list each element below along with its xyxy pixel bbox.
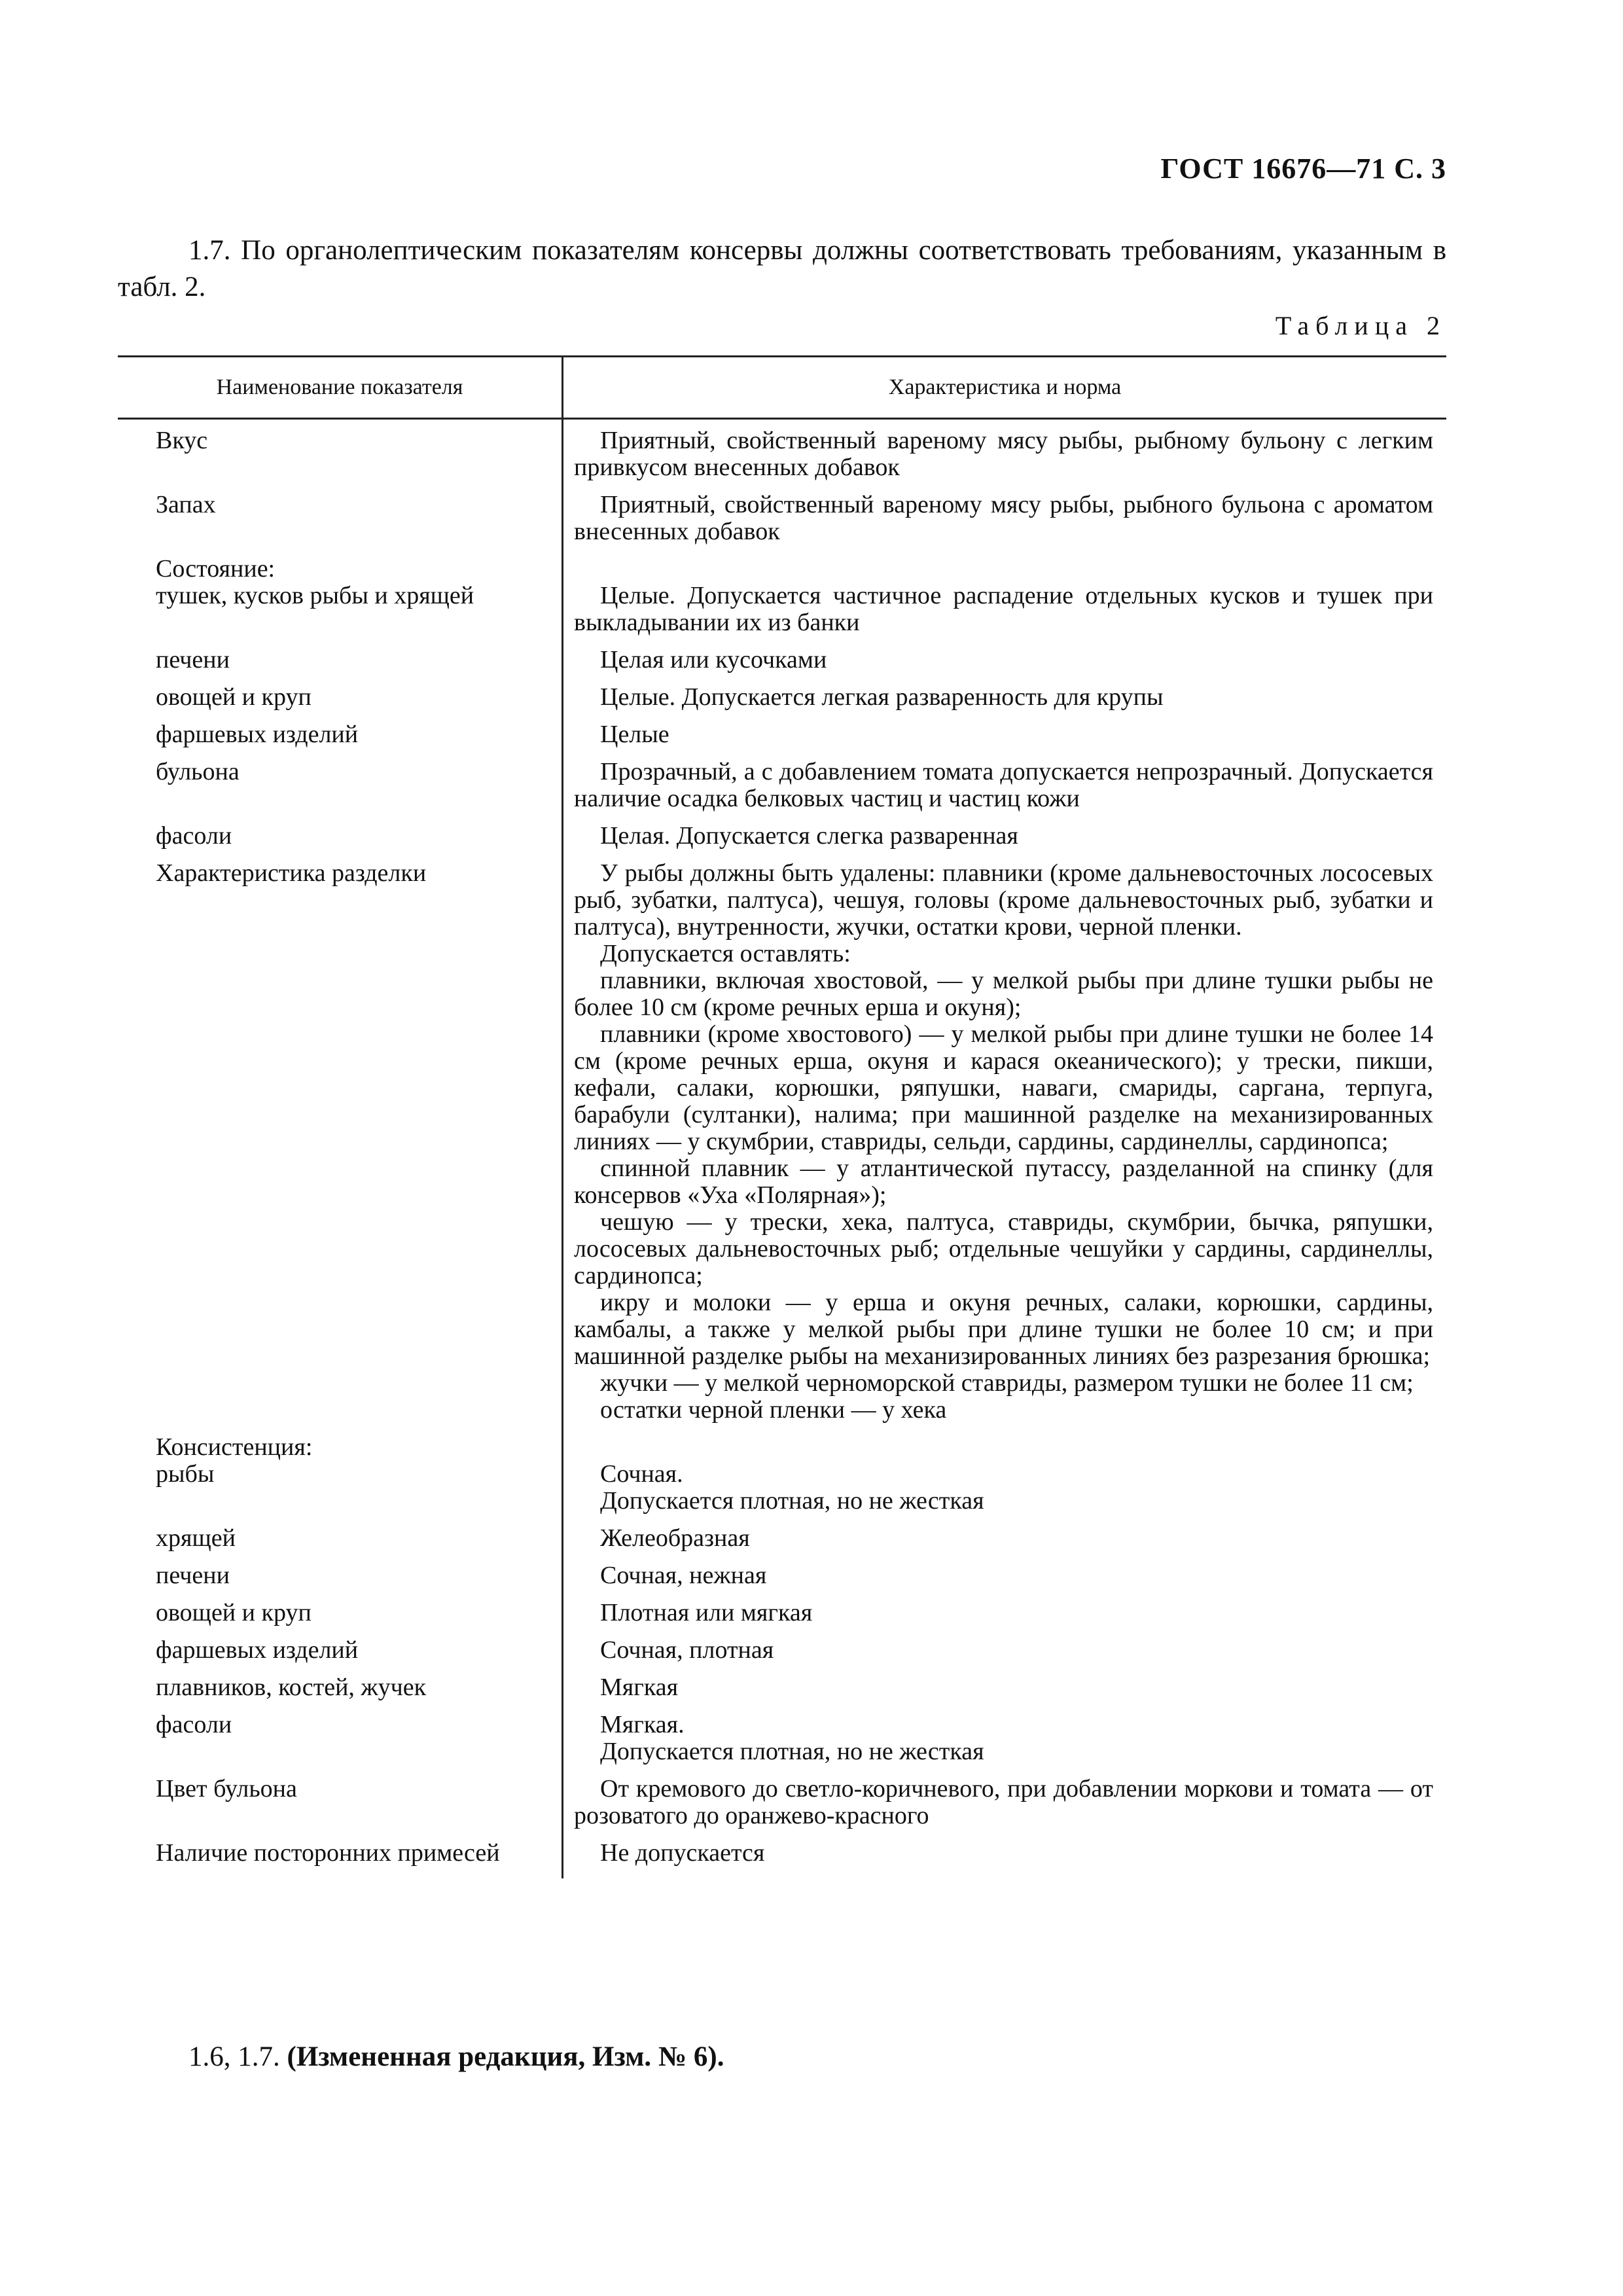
intro-text: 1.7. По органолептическим показателям консервы должны соответствовать требованиям, указанным в табл. 2. [118,235,1446,302]
indicator-name: фасоли [156,822,232,850]
indicator-norm: Приятный, свойственный вареному мясу рыбы, рыбному бульону с легким привкусом внесенных добавок [574,427,1433,481]
indicator-name: хрящей [156,1524,236,1552]
table-body [118,420,1446,1878]
indicator-norm: Целые. Допускается легкая разваренность для крупы [600,683,1164,711]
indicator-name: фаршевых изделий [156,1636,359,1664]
column-header-indicator: Наименование показателя [118,357,563,418]
table-row [118,823,1446,860]
table-row [118,1600,1446,1637]
table-row [118,1525,1446,1562]
norm-paragraph: У рыбы должны быть удалены: плавники (кроме дальневосточных лососевых рыб, зубатки, палтуса), чешуя, головы (кроме дальневосточных рыб, зубатки и палтуса), внутренности, жучки, остатки крови, черной пленки. [574,859,1433,941]
indicator-norm: Целая. Допускается слегка разваренная [600,822,1018,850]
indicator-name: Цвет бульона [156,1775,297,1803]
table-row [118,420,1446,492]
table-row [118,1637,1446,1674]
indicator-name: рыбы [156,1460,215,1488]
indicator-norm [562,860,1446,1424]
indicator-norm: От кремового до светло-коричневого, при добавлении моркови и томата — от розоватого до оранжево-красного [574,1775,1433,1829]
norm-paragraph: остатки черной пленки — у хека [600,1396,947,1424]
note-bold: (Измененная редакция, Изм. № 6). [287,2041,724,2072]
indicator-norm: Сочная, плотная [600,1636,774,1664]
norm-paragraph: плавники, включая хвостовой, — у мелкой рыбы при длине тушки рыбы не более 10 см (кроме речных ерша и окуня); [574,967,1433,1021]
table-row [118,556,1446,583]
page-header: ГОСТ 16676—71 С. 3 [1160,152,1446,185]
table-row [118,1674,1446,1712]
indicator-norm: Плотная или мягкая [600,1599,813,1626]
table-row [118,1562,1446,1600]
indicator-norm: Не допускается [600,1839,765,1867]
indicator-name: фасоли [156,1711,232,1738]
table-row [118,492,1446,556]
table-row [118,1776,1446,1840]
indicator-norm: Целые [600,721,669,748]
indicator-group-name: Консистенция: [156,1433,313,1461]
table-row [118,1712,1446,1776]
norm-paragraph: Допускается оставлять: [600,940,851,967]
indicator-name: фаршевых изделий [156,721,359,748]
table-row [118,759,1446,823]
indicator-name: бульона [156,758,240,785]
norm-paragraph: чешую — у трески, хека, палтуса, ставриды, скумбрии, бычка, ряпушки, лососевых дальневосточных рыб; отдельные чешуйки у сардины, сардинеллы, сардинопса; [574,1208,1433,1289]
table-row [118,860,1446,1434]
table-header [118,357,1446,420]
amendment-note [118,2041,1446,2073]
indicator-norm [562,556,1446,583]
table-row [118,583,1446,647]
indicator-norm: Целая или кусочками [600,646,827,673]
indicator-name: Характеристика разделки [156,859,427,887]
indicator-group-name: Состояние: [156,555,276,583]
intro-paragraph [118,232,1446,306]
indicator-norm: Сочная. Допускается плотная, но не жесткая [600,1460,984,1515]
table-caption: Таблица 2 [1275,311,1446,340]
indicator-name: печени [156,1562,230,1589]
indicator-norm: Мягкая. Допускается плотная, но не жесткая [600,1711,984,1765]
indicator-name: овощей и круп [156,1599,312,1626]
indicator-name: плавников, костей, жучек [156,1674,427,1701]
table-row [118,647,1446,684]
norm-paragraph: жучки — у мелкой черноморской ставриды, размером тушки не более 11 см; [600,1369,1414,1397]
table-row [118,721,1446,759]
organoleptic-table [118,355,1446,1878]
column-header-norm: Характеристика и норма [888,375,1122,399]
norm-paragraph: спинной плавник — у атлантической путассу, разделанной на спинку (для консервов «Уха «Полярная»); [574,1155,1433,1209]
indicator-norm: Приятный, свойственный вареному мясу рыбы, рыбного бульона с ароматом внесенных добавок [574,491,1433,545]
indicator-norm [562,1434,1446,1461]
table-row [118,684,1446,721]
indicator-name: Наличие посторонних примесей [156,1839,500,1867]
indicator-name: овощей и круп [156,683,312,711]
table-row [118,1840,1446,1878]
table-row [118,1434,1446,1461]
indicator-norm: Сочная, нежная [600,1562,767,1589]
indicator-name: Вкус [156,427,208,454]
indicator-name: печени [156,646,230,673]
indicator-norm: Прозрачный, а с добавлением томата допускается непрозрачный. Допускается наличие осадка белковых частиц и частиц кожи [574,758,1433,812]
indicator-norm: Мягкая [600,1674,679,1701]
indicator-norm: Желеобразная [600,1524,750,1552]
norm-paragraph: плавники (кроме хвостового) — у мелкой рыбы при длине тушки не более 14 см (кроме речных ерша, окуня и карася океанического); у трески, пикши, кефали, салаки, корюшки, ряпушки, наваги, смариды, саргана, терпуга, барабули (султанки), налима; при машинной разделке на механизированных линиях — у скумбрии, ставриды, сельди, сардины, сардинеллы, сардинопса; [574,1020,1433,1155]
indicator-norm: Целые. Допускается частичное распадение отдельных кусков и тушек при выкладывании их из банки [574,582,1433,636]
indicator-name: Запах [156,491,216,518]
table-row [118,1461,1446,1525]
norm-paragraph: икру и молоки — у ерша и окуня речных, салаки, корюшки, сардины, камбалы, а также у мелкой рыбы при длине тушки не более 10 см; и при машинной разделке рыбы на механизированных линиях без разрезания брюшка; [574,1289,1433,1370]
indicator-name: тушек, кусков рыбы и хрящей [156,582,474,609]
note-prefix: 1.6, 1.7. [188,2041,280,2072]
